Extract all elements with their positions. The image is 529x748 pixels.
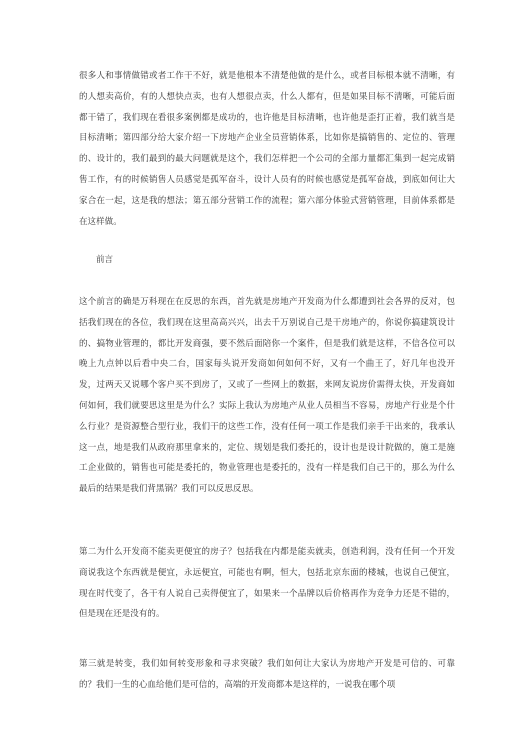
section-heading-preface: 前言	[96, 255, 114, 265]
paragraph-preface-reflection: 这个前言的确是万科现在在反思的东西，首先就是房地产开发商为什么都遭到社会各界的反对，包括我们现在的各位，我们现在这里高高兴兴，出去千万别说自己是干房地产的，你说你搞建筑设计的、搞物业管理的，都比开发商强，要不然后面陪你一个案件，但是我们就是这样，不信各位可以晚上九点钟以后看中央二台，国家每头说开发商如何如何不好，又有一个曲王了，好几年也没开发，过两天又说哪个客户买不到房了，又或了一些网上的数据，来网友说房价需得太快，开发商如何如何，我们就要思这里是为什么？实际上我认为房地产从业人员相当不容易，房地产行业是个什么行业？是资源整合型行业，我们干的这些工作，没有任何一项工作是我们亲手干出来的，我承认这一点，地是我们从政府那里拿来的，定位、规划是我们委托的，设计也是设计院做的，施工是施工企业做的，销售也可能是委托的，物业管理也是委托的，没有一样是我们自己干的，那么为什么最后的结果是我们背黑锅？我们可以反思反思。	[79, 297, 455, 495]
paragraph-second-point: 第二为什么开发商不能卖更便宜的房子？包括我在内都是能卖就卖，创造利润，没有任何一个开发商说我这个东西就是便宜，永远便宜，可能也有啊，恒大，包括北京东面的楼城，也说自己便宜，现在时代变了，各干有人说自己卖得便宜了，如果来一个品牌以后价格再作为竞争力还是不错的，但是现在还是没有的。	[79, 547, 455, 620]
paragraph-intro-outline: 很多人和事情做错或者工作干不好，就是他根本不清楚他做的是什么，或者目标根本就不清晰，有的人想卖高价，有的人想快点卖，也有人想很点卖，什么人都有，但是如果目标不清晰，可能后面都干错了，我们现在看很多案例都是成功的，也许他是目标清晰，也许他是歪打正着，我们就当是目标清晰；第四部分给大家介绍一下房地产企业全员营销体系，比如你是搞销售的、定位的、管理的、设计的，我们最到的最大问题就是这个，我们怎样把一个公司的全部力量都汇集到一起完成销售工作，有的时候销售人员感觉是孤军奋斗，设计人员有的时候也感觉是孤军奋战，到底如何让大家合在一起，这是我的想法；第五部分营销工作的流程；第六部分体验式营销管理，目前体系都是在这样做。	[79, 71, 455, 227]
paragraph-third-point: 第三就是转变，我们如何转变形象和寻求突破？我们如何让大家认为房地产开发是可信的、可靠的？我们一生的心血给他们是可信的，高端的开发商都本是这样的，一说我在哪个项	[79, 659, 455, 690]
